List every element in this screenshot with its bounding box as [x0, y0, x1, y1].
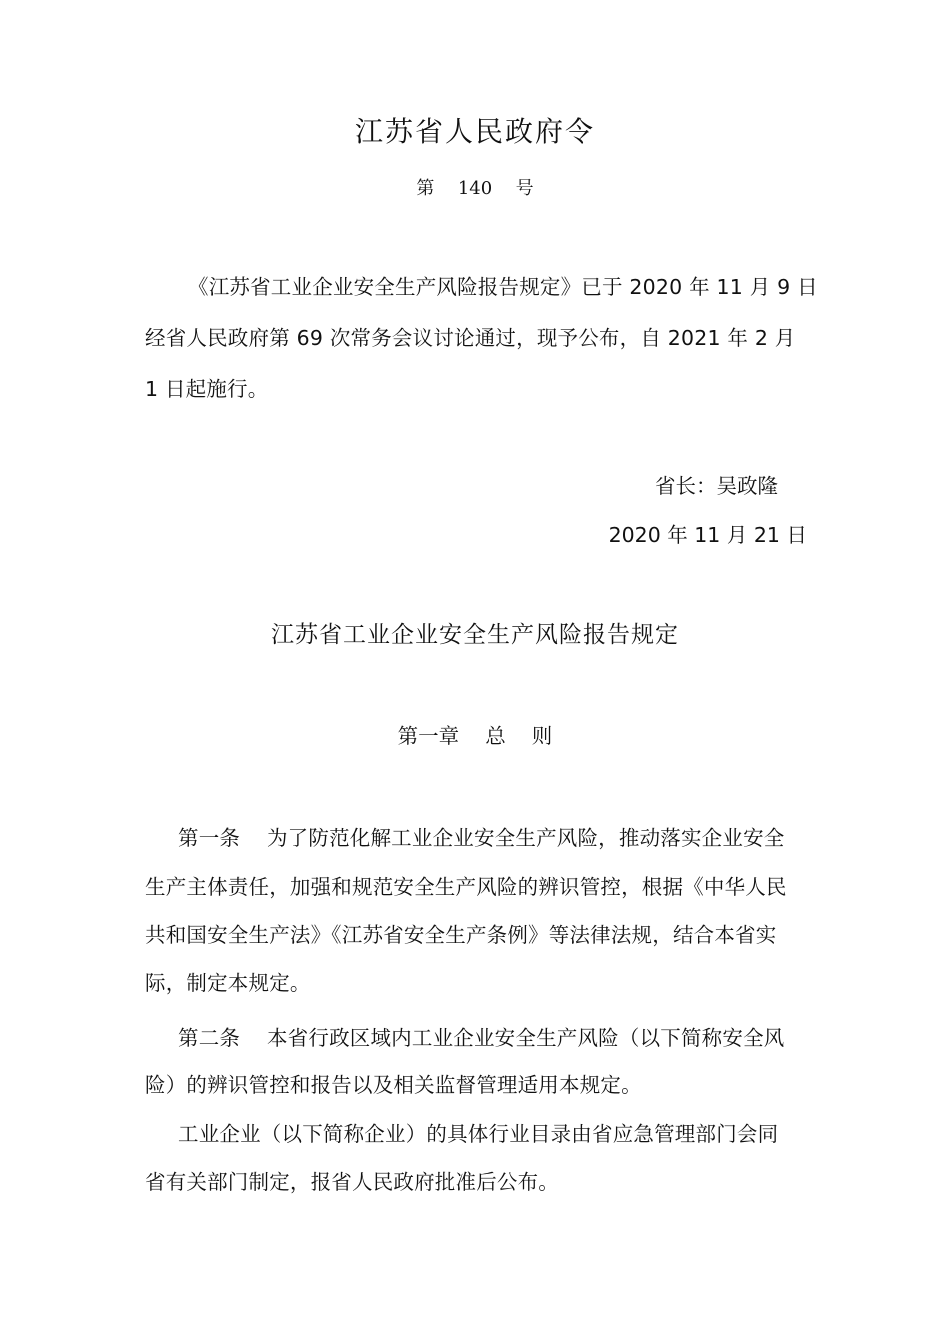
article-2-paragraph-2-line-2: 省有关部门制定，报省人民政府批准后公布。 — [145, 1170, 559, 1194]
chapter-heading: 第一章 总 则 — [397, 724, 553, 748]
regulation-title: 江苏省工业企业安全生产风险报告规定 — [271, 622, 679, 648]
promulgation-line-2: 经省人民政府第 69 次常务会议讨论通过，现予公布，自 2021 年 2 月 — [145, 326, 796, 350]
article-1-line-3: 共和国安全生产法》《江苏省安全生产条例》等法律法规，结合本省实 — [145, 923, 777, 947]
article-1-line-4: 际，制定本规定。 — [145, 971, 311, 995]
order-title: 江苏省人民政府令 — [354, 115, 595, 148]
article-2-paragraph-2-line-1: 工业企业（以下简称企业）的具体行业目录由省应急管理部门会同 — [178, 1122, 779, 1146]
promulgation-date: 2020 年 11 月 21 日 — [608, 523, 807, 547]
article-1-line-2: 生产主体责任，加强和规范安全生产风险的辨识管控，根据《中华人民 — [145, 875, 787, 899]
promulgation-line-1: 《江苏省工业企业安全生产风险报告规定》已于 2020 年 11 月 9 日 — [188, 275, 818, 299]
promulgation-line-3: 1 日起施行。 — [145, 377, 269, 401]
article-2-line-2: 险）的辨识管控和报告以及相关监督管理适用本规定。 — [145, 1073, 642, 1097]
signatory: 省长：吴政隆 — [655, 474, 778, 498]
article-1-line-1: 第一条 为了防范化解工业企业安全生产风险，推动落实企业安全 — [178, 826, 785, 850]
article-2-line-1: 第二条 本省行政区域内工业企业安全生产风险（以下简称安全风 — [178, 1026, 785, 1050]
order-number: 第 140 号 — [416, 178, 534, 199]
